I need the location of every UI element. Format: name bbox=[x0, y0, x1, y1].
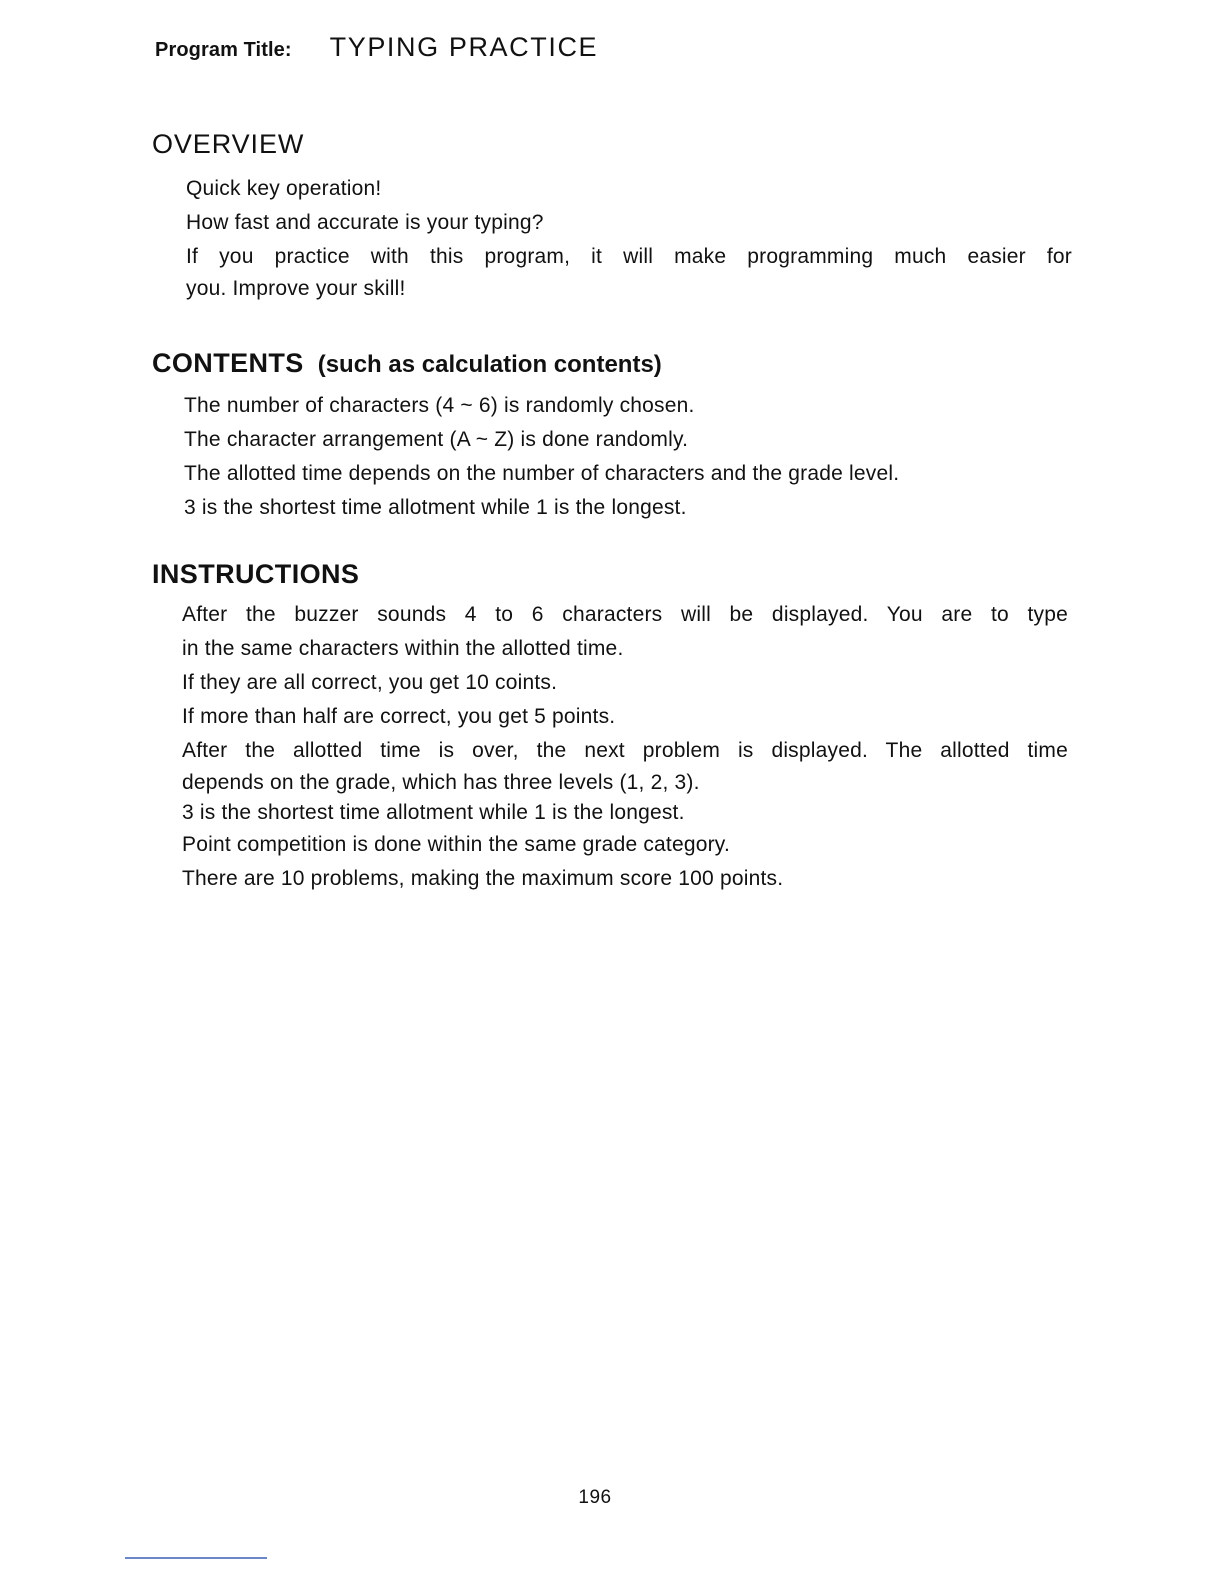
instructions-line: depends on the grade, which has three levels (1, 2, 3). bbox=[182, 771, 700, 794]
instructions-line: in the same characters within the allotted time. bbox=[182, 637, 624, 660]
instructions-line: If they are all correct, you get 10 coints. bbox=[182, 671, 558, 694]
instructions-line: After the allotted time is over, the next problem is displayed. The allotted time bbox=[182, 739, 1068, 762]
overview-line: How fast and accurate is your typing? bbox=[186, 211, 544, 234]
contents-line: The allotted time depends on the number of characters and the grade level. bbox=[184, 462, 900, 485]
instructions-line: 3 is the shortest time allotment while 1 is the longest. bbox=[182, 801, 685, 824]
overview-heading: OVERVIEW bbox=[152, 129, 305, 159]
overview-section bbox=[152, 128, 1072, 304]
program-title: TYPING PRACTICE bbox=[329, 32, 599, 62]
contents-heading-text: CONTENTS bbox=[152, 348, 304, 378]
overview-text bbox=[186, 172, 1072, 304]
instructions-section bbox=[152, 558, 1068, 896]
contents-line: The character arrangement (A ~ Z) is done randomly. bbox=[184, 428, 689, 451]
overview-line: Quick key operation! bbox=[186, 177, 382, 200]
contents-subheading: (such as calculation contents) bbox=[317, 351, 662, 378]
contents-text bbox=[184, 389, 899, 525]
contents-line: 3 is the shortest time allotment while 1 is the longest. bbox=[184, 496, 687, 519]
instructions-line: Point competition is done within the same grade category. bbox=[182, 833, 730, 856]
overview-line: you. Improve your skill! bbox=[186, 277, 406, 300]
page-number: 196 bbox=[578, 1487, 612, 1508]
program-title-row bbox=[155, 32, 598, 63]
instructions-heading: INSTRUCTIONS bbox=[152, 559, 360, 589]
contents-line: The number of characters (4 ~ 6) is randomly chosen. bbox=[184, 394, 695, 417]
instructions-line: There are 10 problems, making the maximum score 100 points. bbox=[182, 867, 784, 890]
overview-line: If you practice with this program, it will make programming much easier for bbox=[186, 245, 1072, 268]
contents-section bbox=[152, 347, 899, 525]
instructions-line: After the buzzer sounds 4 to 6 characters will be displayed. You are to type bbox=[182, 603, 1068, 626]
instructions-text bbox=[182, 598, 1068, 896]
contents-heading bbox=[152, 347, 899, 381]
program-title-label: Program Title: bbox=[155, 39, 292, 61]
bottom-rule bbox=[125, 1557, 267, 1559]
instructions-line: If more than half are correct, you get 5 points. bbox=[182, 705, 616, 728]
